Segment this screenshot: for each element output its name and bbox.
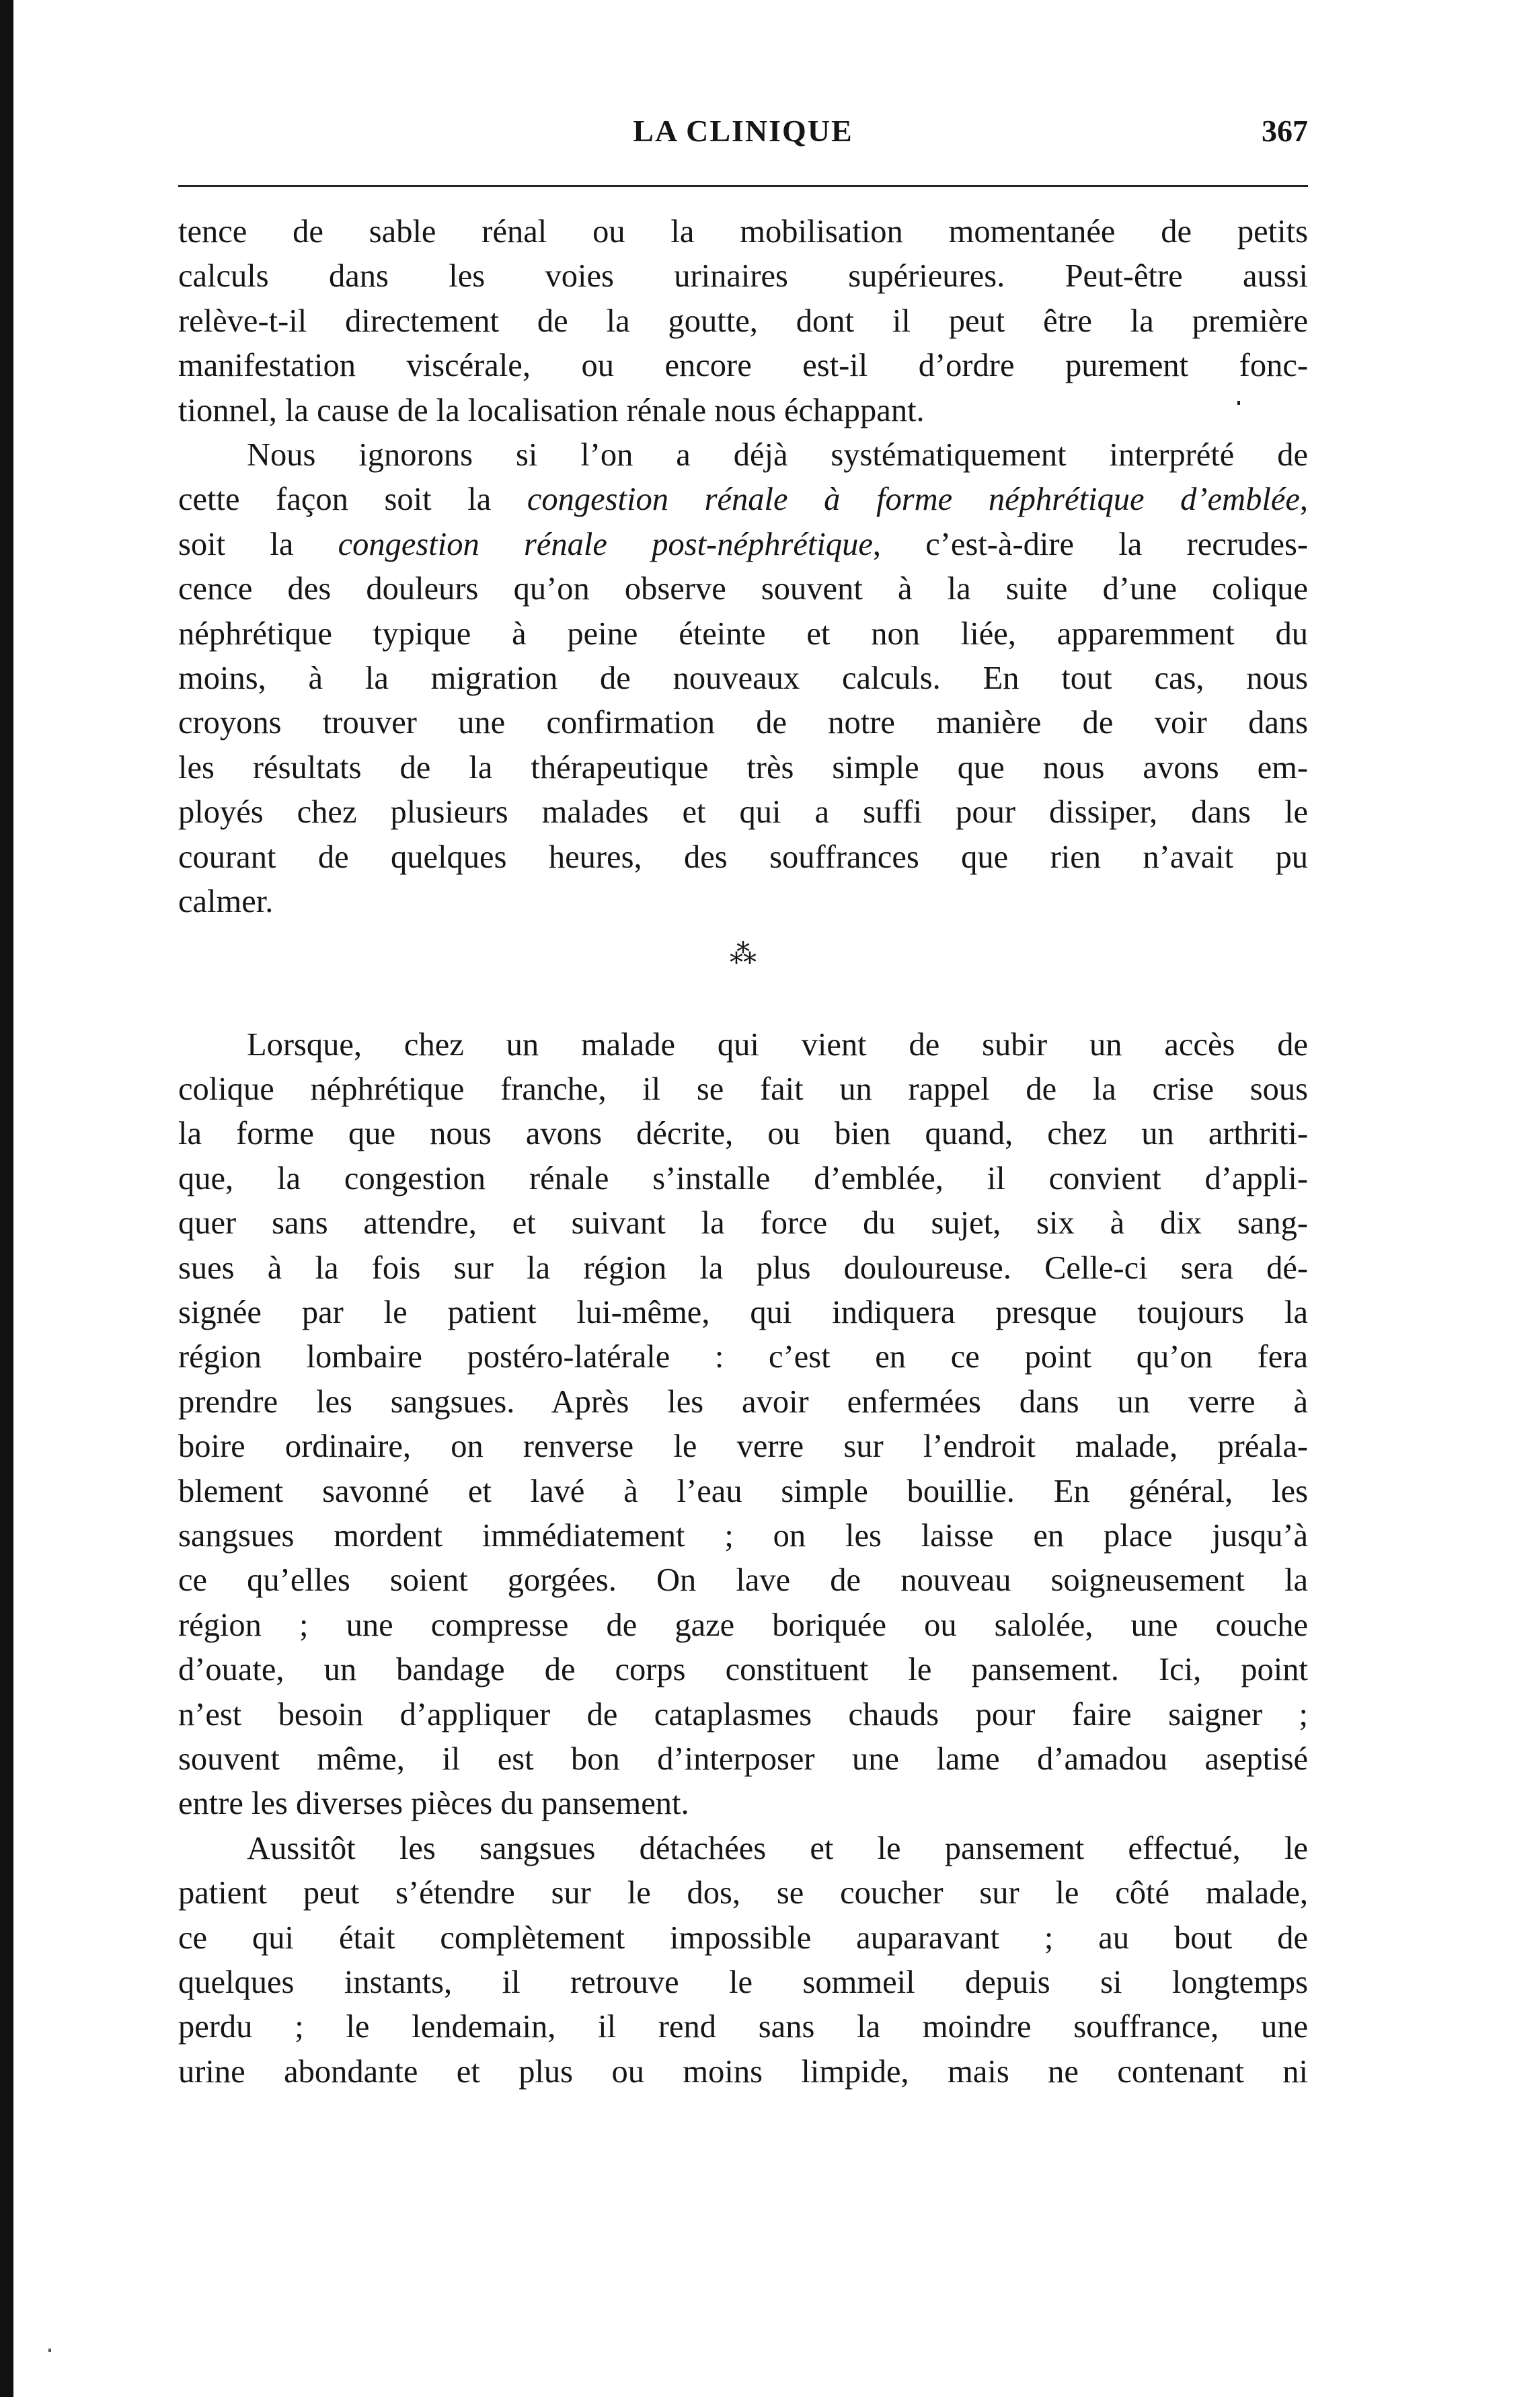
text-line: d’ouate, un bandage de corps constituent le pansement. Ici, point (178, 1652, 1308, 1688)
text-line: région ; une compresse de gaze boriquée ou salolée, une couche (178, 1607, 1308, 1643)
text-line: calculs dans les voies urinaires supérieures. Peut-être aussi (178, 258, 1308, 295)
text-line: que, la congestion rénale s’installe d’emblée, il convient d’appli- (178, 1160, 1308, 1196)
text-line: Lorsque, chez un malade qui vient de subir un accès de (247, 1026, 1308, 1063)
page-header (178, 113, 1308, 153)
page-number: 367 (1262, 114, 1308, 148)
text-line: quelques instants, il retrouve le sommeil depuis si longtemps (178, 1965, 1308, 2001)
text-line: la forme que nous avons décrite, ou bien quand, chez un arthriti- (178, 1116, 1308, 1152)
text-line: les résultats de la thérapeutique très simple que nous avons em- (178, 749, 1308, 786)
text-line: sangsues mordent immédiatement ; on les laisse en place jusqu’à (178, 1517, 1308, 1554)
text-line: courant de quelques heures, des souffrances que rien n’avait pu (178, 839, 1308, 875)
text-line: entre les diverses pièces du pansement. (178, 1786, 689, 1822)
text-line (178, 523, 1308, 567)
italic-term: congestion rénale post-néphrétique (338, 526, 873, 562)
paragraph (178, 210, 1308, 433)
text-line: région lombaire postéro-latérale : c’est en ce point qu’on fera (178, 1339, 1308, 1375)
paragraph (178, 1023, 1308, 1827)
running-title: LA CLINIQUE (633, 114, 853, 148)
text-line: cence des douleurs qu’on observe souvent à la suite d’une colique (178, 571, 1308, 607)
text-line: quer sans attendre, et suivant la force du sujet, six à dix sang- (178, 1205, 1308, 1242)
text-run: , c’est-à-dire la recrudes- (872, 526, 1308, 562)
text-line: colique néphrétique franche, il se fait un rappel de la crise sous (178, 1071, 1308, 1107)
scan-binding-edge (0, 0, 13, 2397)
text-run: , (1299, 482, 1308, 518)
scan-speck (48, 2349, 51, 2352)
text-line: ce qui était complètement impossible auparavant ; au bout de (178, 1919, 1308, 1956)
header-rule (178, 185, 1308, 187)
italic-term: congestion rénale à forme néphrétique d’emblée (527, 482, 1300, 518)
text-line: souvent même, il est bon d’interposer une lame d’amadou aseptisé (178, 1741, 1308, 1777)
text-line: néphrétique typique à peine éteinte et non liée, apparemment du (178, 615, 1308, 652)
text-line: urine abondante et plus ou moins limpide, mais ne contenant ni (178, 2053, 1308, 2090)
paragraph (178, 1827, 1308, 2094)
text-line: Aussitôt les sangsues détachées et le pansement effectué, le (247, 1830, 1308, 1866)
text-run: cette façon soit la (178, 482, 527, 518)
text-line: n’est besoin d’appliquer de cataplasmes chauds pour faire saigner ; (178, 1696, 1308, 1733)
text-line: perdu ; le lendemain, il rend sans la moindre souffrance, une (178, 2009, 1308, 2045)
text-line: prendre les sangsues. Après les avoir enfermées dans un verre à (178, 1383, 1308, 1420)
text-line: relève-t-il directement de la goutte, dont il peut être la première (178, 303, 1308, 339)
text-line: patient peut s’étendre sur le dos, se coucher sur le côté malade, (178, 1875, 1308, 1911)
text-line (178, 478, 1308, 522)
text-line: Nous ignorons si l’on a déjà systématiquement interprété de (247, 437, 1308, 473)
text-line: boire ordinaire, on renverse le verre sur l’endroit malade, préala- (178, 1429, 1308, 1465)
page-body (178, 210, 1308, 2094)
text-line: sues à la fois sur la région la plus douloureuse. Celle-ci sera dé- (178, 1250, 1308, 1286)
text-line: manifestation viscérale, ou encore est-il d’ordre purement fonc- (178, 348, 1308, 384)
text-line: moins, à la migration de nouveaux calculs. En tout cas, nous (178, 660, 1308, 697)
text-line: calmer. (178, 884, 274, 920)
text-line: tionnel, la cause de la localisation rénale nous échappant. (178, 392, 925, 428)
text-line: tence de sable rénal ou la mobilisation momentanée de petits (178, 214, 1308, 250)
text-line: signée par le patient lui-même, qui indiquera presque toujours la (178, 1294, 1308, 1330)
text-line: croyons trouver une confirmation de notre manière de voir dans (178, 705, 1308, 741)
text-line: ployés chez plusieurs malades et qui a suffi pour dissiper, dans le (178, 794, 1308, 831)
section-asterism: ⁂ (730, 938, 757, 969)
text-line: ce qu’elles soient gorgées. On lave de nouveau soigneusement la (178, 1562, 1308, 1599)
paragraph (178, 433, 1308, 924)
text-run: soit la (178, 526, 338, 562)
text-line: blement savonné et lavé à l’eau simple bouillie. En général, les (178, 1473, 1308, 1509)
